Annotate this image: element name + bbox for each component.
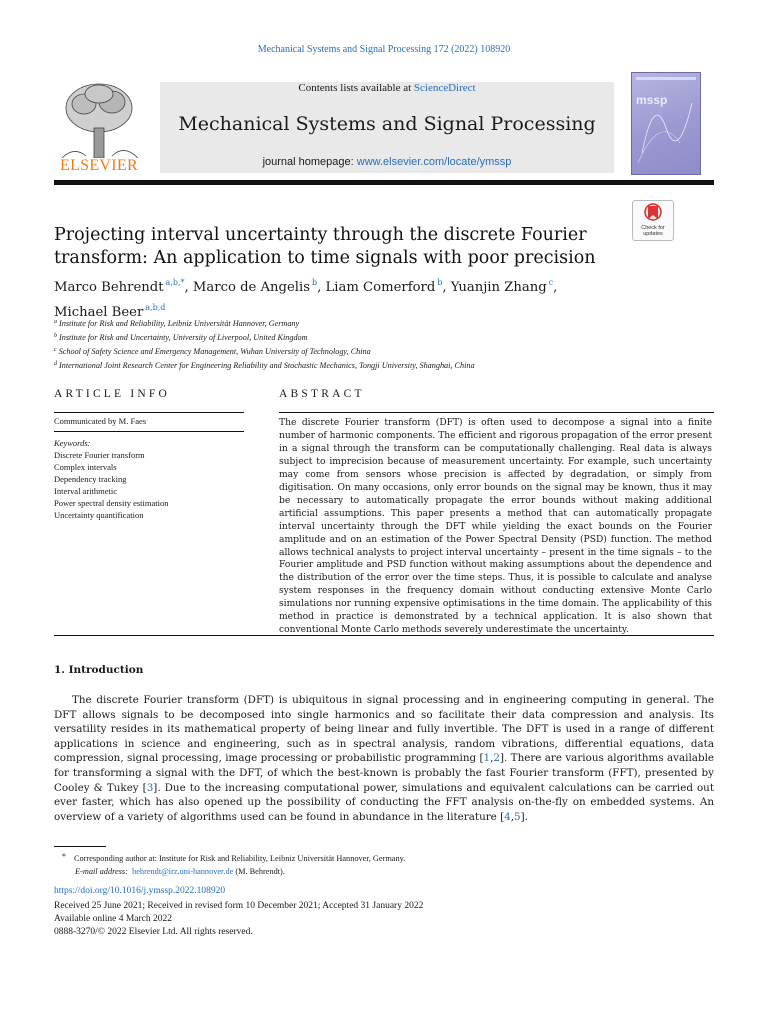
abstract-text: The discrete Fourier transform (DFT) is often used to decompose a signal into a finite number of harmonic components. The efficient and rigorous propagation of the error present in a signal through the transform can be computationally challenging. Real data is always subject to imprecision because of measurement uncertainty. For example, such uncertainty may come from sensors whose precision is affected by degradation, or simply from digitisation. On many occasions, only error bounds on the signal may be known, thus it may be necessary to automatically propagate the error bounds without making additional artificial assumptions. This paper presents a method that can automatically propagate interval uncertainty through the DFT while yielding the exact bounds on the Fourier amplitude and on an estimation of the Power Spectral Density (PSD) function. The method allows technical analysts to project interval uncertainty – present in the time signals – to the Fourier amplitude and PSD function without making assumptions about the dependence and the distribution of the error over the time steps. Thus, it is possible to calculate and analyse system responses in the frequency domain without conducting extensive Monte Carlo simulations nor running expensive optimisations in the time domain. The applicability of this method in practice is demonstrated by a technical application. It is also shown that conventional Monte Carlo methods severely underestimate the uncertainty. — [279, 418, 712, 636]
author-affiliation-marker[interactable]: a,b,* — [165, 278, 185, 287]
author-name[interactable]: Michael Beer — [54, 305, 144, 320]
corresponding-text: Corresponding author at: Institute for Risk and Reliability, Leibniz Universität Hannover, Germany. — [74, 854, 406, 863]
homepage-line — [160, 156, 614, 168]
article-title-line1: Projecting interval uncertainty through the discrete Fourier — [54, 225, 587, 245]
author-affiliation-marker[interactable]: b — [312, 278, 318, 287]
author-name[interactable]: Yuanjin Zhang — [450, 280, 547, 295]
keywords-block — [54, 437, 254, 521]
keyword-item: Uncertainty quantification — [54, 510, 144, 520]
keyword-item: Discrete Fourier transform — [54, 450, 145, 460]
received-dates: Received 25 June 2021; Received in revised form 10 December 2021; Accepted 31 January 2022 — [54, 901, 424, 911]
intro-text-part: The discrete Fourier transform (DFT) is ubiquitous in signal processing and in engineering computing in general. The DFT allows signals to be decomposed into single harmonics and so facilitate their data compression and analysis. Its versatility resides in its mathematical property of being linear and fully invertible. The DFT is used in a range of different applications in science and engineering, such as in spectral analysis, random vibrations, differential equations, data compression, signal processing, image processing or probabilistic programming [ — [54, 694, 714, 765]
reference-link[interactable]: 2 — [493, 752, 500, 765]
journal-citation[interactable]: Mechanical Systems and Signal Processing 172 (2022) 108920 — [257, 44, 511, 55]
author-separator: , — [184, 280, 193, 295]
footnote-rule — [54, 846, 106, 847]
intro-text-part: ]. — [520, 810, 528, 823]
affiliation-text: International Joint Research Center for Engineering Reliability and Stochastic Mechanics, Tongji University, Shanghai, China — [59, 361, 475, 370]
affiliation-text: Institute for Risk and Reliability, Leibniz Universität Hannover, Germany — [59, 319, 300, 328]
affiliation-item — [54, 358, 714, 372]
author-separator: , — [553, 280, 558, 295]
contents-line — [160, 82, 614, 94]
reference-link[interactable]: 4 — [504, 810, 511, 823]
divider — [279, 412, 714, 413]
section-heading-introduction: 1. Introduction — [54, 664, 144, 676]
journal-homepage-link[interactable]: www.elsevier.com/locate/ymssp — [356, 156, 512, 168]
footnote — [54, 851, 714, 878]
affiliation-list — [54, 316, 714, 372]
author-separator: , — [442, 280, 451, 295]
intro-text-part: ]. Due to the increasing computational power, simulations and equivalent calculations can be carried out ever faster, which has also opened up the possibility of conducting the FFT analysis on-the-fly on embedded systems. An overview of a variety of algorithms used can be found in abundance in the literature [ — [54, 781, 714, 823]
affiliation-key: c — [54, 347, 57, 353]
affiliation-item — [54, 344, 714, 358]
header-rule — [54, 180, 714, 185]
article-info-heading: ARTICLE INFO — [54, 388, 170, 400]
corresponding-author-note — [54, 851, 714, 866]
affiliation-key: d — [54, 361, 57, 367]
intro-text-part: ]. There are various algorithms available for transforming a signal with the DFT, of which the best-known is probably the fast Fourier transform (FFT), presented by Cooley & Tukey [ — [54, 752, 714, 794]
divider — [54, 431, 244, 432]
author-name[interactable]: Liam Comerford — [325, 280, 436, 295]
author-affiliation-marker[interactable]: b — [437, 278, 443, 287]
cover-title: mssp — [636, 93, 668, 107]
reference-link[interactable]: 1 — [483, 752, 491, 765]
keyword-item: Power spectral density estimation — [54, 498, 169, 508]
contents-prefix: Contents lists available at — [298, 82, 414, 94]
email-label: E-mail address: — [75, 866, 128, 876]
keyword-item: Dependency tracking — [54, 474, 127, 484]
reference-link[interactable]: 5 — [514, 810, 521, 823]
affiliation-text: Institute for Risk and Uncertainty, University of Liverpool, United Kingdom — [59, 333, 308, 342]
affiliation-text: School of Safety Science and Emergency Management, Wuhan University of Technology, China — [58, 347, 371, 356]
affiliation-item — [54, 316, 714, 330]
article-title — [54, 224, 614, 270]
keyword-item: Interval arithmetic — [54, 486, 118, 496]
abstract-heading: ABSTRACT — [279, 388, 365, 400]
publication-dates — [54, 900, 714, 939]
introduction-paragraph: The discrete Fourier transform (DFT) is ubiquitous in signal processing and in engineering computing in general. The DFT allows signals to be decomposed into single harmonics and so facilitate their data compression and analysis. Its versatility resides in its mathematical property of being linear and fully invertible. The DFT is used in a range of different applications in science and engineering, such as in spectral analysis, random vibrations, differential equations, data compression, signal processing, image processing or probabilistic programming [1,2]. There are various algorithms available for transforming a signal with the DFT, of which the best-known is probably the fast Fourier transform (FFT), presented by Cooley & Tukey [3]. Due to the increasing computational power, simulations and equivalent calculations can be carried out ever faster, which has also opened up the possibility of conducting the FFT analysis on-the-fly on embedded systems. An overview of a variety of algorithms used can be found in abundance in the literature [4,5]. — [54, 694, 714, 823]
check-for-updates-label: Check for updates — [641, 225, 665, 237]
affiliation-item — [54, 330, 714, 344]
author-separator: , — [317, 280, 326, 295]
footnote-mark: * — [61, 852, 67, 861]
reference-link[interactable]: 3 — [146, 781, 154, 794]
affiliation-key: a — [54, 319, 57, 325]
keyword-item: Complex intervals — [54, 462, 117, 472]
email-suffix: (M. Behrendt). — [235, 866, 285, 876]
keywords-label: Keywords: — [54, 438, 91, 448]
author-affiliation-marker[interactable]: a,b,d — [145, 303, 166, 312]
doi-link[interactable]: https://doi.org/10.1016/j.ymssp.2022.108920 — [54, 886, 226, 896]
author-name[interactable]: Marco de Angelis — [192, 280, 310, 295]
author-name[interactable]: Marco Behrendt — [54, 280, 164, 295]
homepage-prefix: journal homepage: — [262, 156, 357, 168]
email-line — [54, 866, 714, 879]
author-email-link[interactable]: behrendt@irz.uni-hannover.de — [132, 866, 234, 876]
copyright-line: 0888-3270/© 2022 Elsevier Ltd. All rights reserved. — [54, 927, 253, 937]
affiliation-key: b — [54, 333, 57, 339]
author-affiliation-marker[interactable]: c — [548, 278, 554, 287]
divider — [54, 412, 244, 413]
journal-title: Mechanical Systems and Signal Processing — [178, 113, 596, 135]
article-title-line2: transform: An application to time signals with poor precision — [54, 248, 596, 268]
publisher-wordmark: ELSEVIER — [60, 157, 138, 174]
sciencedirect-link[interactable]: ScienceDirect — [413, 82, 476, 94]
divider — [54, 635, 714, 636]
journal-cover-thumbnail[interactable] — [631, 72, 701, 175]
communicated-by: Communicated by M. Faes — [54, 416, 147, 426]
online-date: Available online 4 March 2022 — [54, 914, 173, 924]
bookmark-icon — [633, 201, 673, 227]
